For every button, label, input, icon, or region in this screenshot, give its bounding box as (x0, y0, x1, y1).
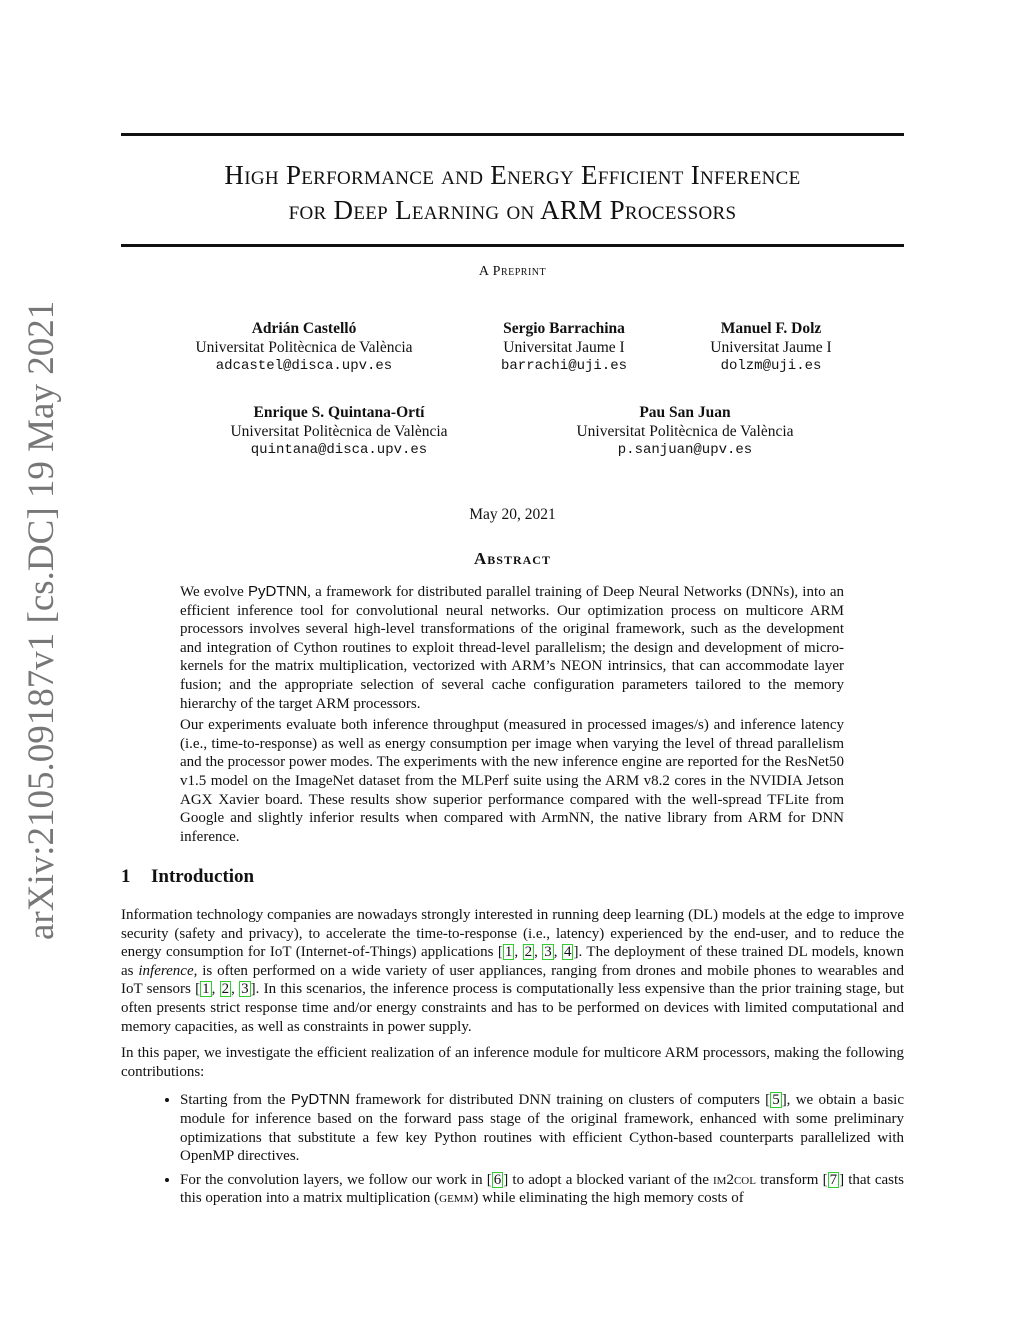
author-name: Manuel F. Dolz (720, 320, 822, 337)
gemm-term: gemm (439, 1190, 474, 1207)
author-block (469, 319, 659, 376)
contribution-list (121, 1091, 904, 1208)
abstract-body (180, 583, 844, 849)
section-title: Introduction (151, 866, 255, 887)
abstract-paragraph: Our experiments evaluate both inference throughput (measured in processed images/s) and inference latency (i.e., time-to-response) as well as energy consumption per image when varying the level of thread parallelism and the processor power modes. The experiments with the new inference engine are reported for the ResNet50 v1.5 model on the ImageNet dataset from the MLPerf suite using the ARM v8.2 cores in the NVIDIA Jetson AGX Xavier board. These results show superior performance compared with the well-spread TFLite from Google and slightly inferior results when compared with ArmNN, the native library from ARM for DNN inference. (180, 717, 844, 845)
top-rule (121, 133, 904, 136)
author-name: Sergio Barrachina (503, 320, 625, 337)
author-affiliation: Universitat Politècnica de València (195, 339, 413, 356)
abstract-paragraph: We evolve PyDTNN, a framework for distributed parallel training of Deep Neural Networks (DNNs), into an efficient inference tool for convolutional neural networks. Our optimization process on multicore ARM processors involves several high-level transformations of the original framework, such as the development and integration of Cython routines to exploit thread-level parallelism; the design and development of micro-kernels for the matrix multiplication, vectorized with ARM’s NEON intrinsics, that can accommodate layer fusion; and the appropriate selection of several cache configuration parameters tailored to the memory hierarchy of the target ARM processors. (180, 583, 844, 712)
emphasis: inference (138, 962, 194, 979)
author-block (554, 403, 816, 460)
citation-link[interactable]: 1 (504, 944, 513, 961)
author-name: Pau San Juan (639, 404, 731, 421)
author-affiliation: Universitat Politècnica de València (576, 423, 794, 440)
arxiv-identifier: arXiv:2105.09187v1 [cs.DC] 19 May 2021 (21, 300, 62, 940)
citation-link[interactable]: 5 (772, 1092, 780, 1109)
body-paragraph: In this paper, we investigate the efficient realization of an inference module for multicore ARM processors, making the following contributions: (121, 1045, 904, 1080)
author-email[interactable]: p.sanjuan@upv.es (617, 442, 753, 458)
citation-link[interactable]: 3 (544, 944, 552, 961)
author-affiliation: Universitat Jaume I (503, 339, 625, 356)
citation-link[interactable]: 3 (241, 981, 249, 998)
author-email[interactable]: dolzm@uji.es (720, 358, 822, 374)
citation-link[interactable]: 1 (202, 981, 210, 998)
title-line-2: for Deep Learning on ARM Processors (288, 195, 737, 225)
preprint-label: A Preprint (478, 264, 547, 279)
citation-link[interactable]: 6 (493, 1171, 502, 1188)
author-name: Enrique S. Quintana-Ortí (253, 404, 425, 421)
list-item: • Starting from the PyDTNN framework for distributed DNN training on clusters of computers [ 5 ], we obtain a basic module for inference based on the forward pass stage of the original framework, enhanced with some preliminary optimizations that substitute a few key Python routines with efficient Cython-based counterparts parallelized with OpenMP directives. (180, 1091, 904, 1165)
im2col-term: im2col (713, 1171, 756, 1188)
author-block (174, 319, 434, 376)
citation-link[interactable]: 4 (563, 944, 572, 961)
author-block (686, 319, 856, 376)
citation-link[interactable]: 7 (829, 1171, 838, 1188)
author-block (209, 403, 469, 460)
paper-date: May 20, 2021 (469, 506, 556, 523)
paper-title (121, 158, 904, 228)
author-email[interactable]: quintana@disca.upv.es (250, 442, 428, 458)
author-email[interactable]: barrachi@uji.es (500, 358, 628, 374)
body-paragraph: Information technology companies are nowadays strongly interested in running deep learning (DL) models at the edge to improve security (safety and privacy), to accelerate the time-to-response (i.e., latency) experienced by the end-user, and to reduce the energy consumption for IoT (Internet-of-Things) applications [ 1 , 2 , 3 , 4 ]. The deployment of these trained DL models, known as inference, is often performed on a wide variety of user appliances, ranging from drones and mobile phones to wearables and IoT sensors [ 1 , 2 , 3 ]. In this scenarios, the inference process is computationally less expensive than the prior training stage, but often presents strict response time and/or energy constraints and has to be performed on devices with limited computational and memory capacities, as well as constraints in power supply. (121, 907, 905, 1035)
author-name: Adrián Castelló (251, 320, 357, 337)
section-body (121, 906, 904, 1213)
author-email[interactable]: adcastel@disca.upv.es (215, 358, 393, 374)
citation-link[interactable]: 2 (221, 981, 230, 998)
author-affiliation: Universitat Jaume I (710, 339, 832, 356)
title-line-1: High Performance and Energy Efficient Inference (224, 160, 801, 190)
section-number: 1 (121, 866, 131, 887)
author-affiliation: Universitat Politècnica de València (230, 423, 448, 440)
framework-name: PyDTNN (290, 1091, 350, 1109)
list-item: • For the convolution layers, we follow our work in [ 6 ] to adopt a blocked variant of the im2col transform [ 7 ] that casts this operation into a matrix multiplication (gemm) while eliminating the high memory costs of (180, 1171, 904, 1208)
citation-link[interactable]: 2 (524, 944, 533, 961)
section-heading (121, 866, 254, 888)
abstract-heading: Abstract (474, 549, 551, 568)
bottom-rule (121, 244, 904, 247)
framework-name: PyDTNN (247, 583, 308, 600)
